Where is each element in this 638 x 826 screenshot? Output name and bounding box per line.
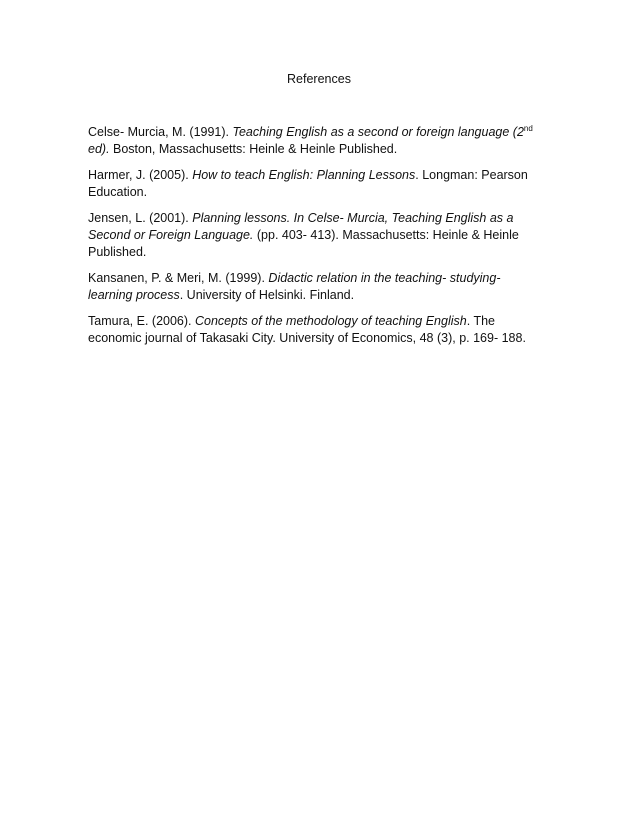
reference-list [88,124,548,356]
reference-title: Planning lessons. In Celse- Murcia, Teaching English as a Second or Foreign Language. [88,211,514,242]
reference-publisher: (pp. 403- 413). Massachusetts: Heinle & Heinle Published. [88,228,519,259]
reference-title-continued: ed). [88,142,110,156]
reference-title: Concepts of the methodology of teaching English [195,314,467,328]
reference-publisher: . University of Helsinki. Finland. [179,288,355,302]
reference-title: Teaching English as a second or foreign language (2 [232,125,524,139]
reference-item [88,270,548,304]
ordinal-suffix: nd [523,123,533,133]
reference-publisher: . Longman: Pearson Education. [88,168,528,199]
reference-authors-year: Harmer, J. (2005). [88,168,193,182]
page-title: References [287,72,351,86]
reference-publisher: Boston, Massachusetts: Heinle & Heinle Published. [109,142,398,156]
reference-item [88,167,548,201]
reference-publisher: . The economic journal of Takasaki City. University of Economics, 48 (3), p. 169- 188. [88,314,526,345]
reference-authors-year: Tamura, E. (2006). [88,314,195,328]
reference-item [88,124,548,158]
reference-authors-year: Kansanen, P. & Meri, M. (1999). [88,271,269,285]
reference-title: Didactic relation in the teaching- studying- learning process [88,271,501,302]
reference-authors-year: Celse- Murcia, M. (1991). [88,125,233,139]
reference-item [88,210,548,261]
reference-title: How to teach English: Planning Lessons [192,168,416,182]
reference-item [88,313,548,347]
reference-authors-year: Jensen, L. (2001). [88,211,193,225]
